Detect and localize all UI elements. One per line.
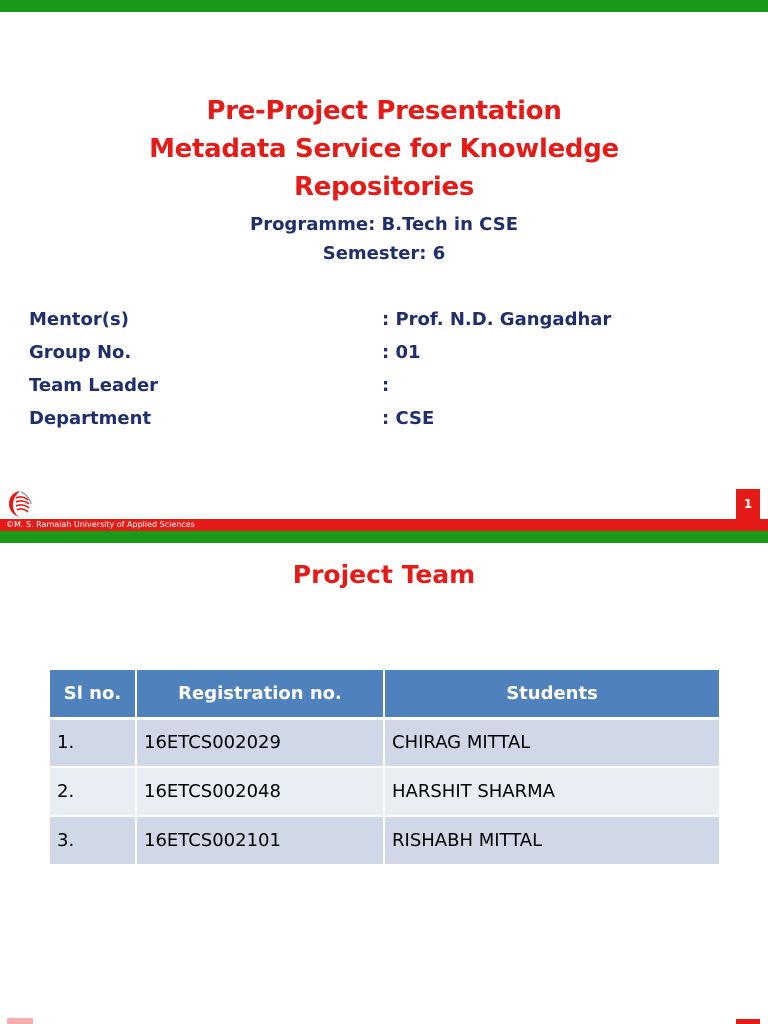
info-row-group — [29, 336, 729, 369]
cell-sl-no: 1. — [50, 718, 136, 767]
cell-sl-no: 3. — [50, 816, 136, 865]
cell-registration-no: 16ETCS002101 — [136, 816, 384, 865]
cell-registration-no: 16ETCS002048 — [136, 767, 384, 816]
team-leader-value: : — [382, 375, 390, 396]
table-row — [50, 718, 719, 767]
top-green-band — [0, 0, 768, 12]
footer-bar — [0, 519, 768, 531]
group-label: Group No. — [29, 342, 132, 363]
department-label: Department — [29, 408, 152, 429]
cell-student-name: HARSHIT SHARMA — [384, 767, 719, 816]
copyright-text: ©M. S. Ramaiah University of Applied Sciences — [6, 520, 195, 529]
info-row-mentor — [29, 303, 729, 336]
page-number-badge: 1 — [736, 489, 760, 521]
mentor-value: : Prof. N.D. Gangadhar — [382, 309, 612, 330]
mentor-label: Mentor(s) — [29, 309, 129, 330]
title-block — [0, 92, 768, 268]
semester-label: Semester: 6 — [322, 243, 446, 264]
header-registration-no: Registration no. — [136, 670, 384, 718]
programme-label: Programme: B.Tech in CSE — [250, 214, 518, 235]
cell-student-name: RISHABH MITTAL — [384, 816, 719, 865]
university-logo-icon — [7, 1018, 33, 1024]
cell-student-name: CHIRAG MITTAL — [384, 718, 719, 767]
page-number-badge-edge — [736, 1019, 760, 1024]
info-row-department — [29, 402, 729, 435]
header-sl-no: Sl no. — [50, 670, 136, 718]
slide-2 — [0, 531, 768, 1024]
header-students: Students — [384, 670, 719, 718]
presentation-title-line-2: Metadata Service for Knowledge — [149, 134, 619, 164]
cell-registration-no: 16ETCS002029 — [136, 718, 384, 767]
presentation-title-line-3: Repositories — [293, 172, 475, 202]
project-team-title: Project Team — [292, 560, 476, 589]
project-info — [29, 303, 729, 435]
presentation-title-line-1: Pre-Project Presentation — [206, 96, 562, 126]
top-green-band — [0, 531, 768, 543]
group-value: : 01 — [382, 342, 421, 363]
table-row — [50, 816, 719, 865]
info-row-team-leader — [29, 369, 729, 402]
table-header-row — [50, 670, 719, 718]
project-team-table — [50, 670, 719, 866]
cell-sl-no: 2. — [50, 767, 136, 816]
table-row — [50, 767, 719, 816]
team-leader-label: Team Leader — [29, 375, 159, 396]
university-logo-icon — [7, 489, 33, 519]
department-value: : CSE — [382, 408, 435, 429]
